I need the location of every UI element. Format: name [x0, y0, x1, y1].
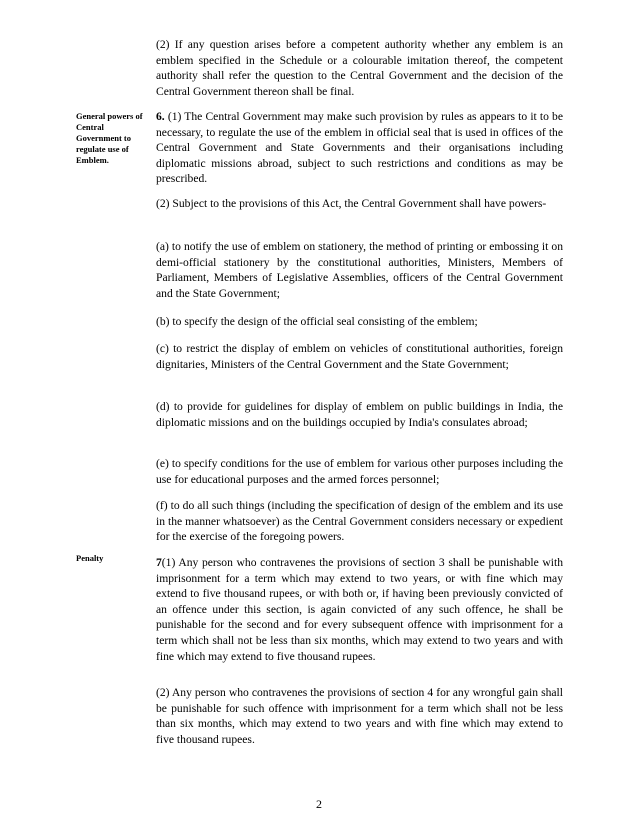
section6-subsection1-text: (1) The Central Government may make such provision by rules as appears to it to be necessary, to regulate the use of the emblem in official seal that is used in offices of the Central Government and State Governments and their organisations including diplomatic missions abroad, subject to such restrictions and conditions as may be prescribed.	[156, 110, 563, 186]
section6-clause-f: (f) to do all such things (including the specification of design of the emblem and its use in the manner whatsoever) as the Central Government considers necessary or expedient for the exercise of the foregoing powers.	[156, 499, 563, 544]
section7-subsection1	[156, 555, 563, 664]
section7-number: 7	[156, 556, 162, 569]
margin-note-general-powers: General powers of Central Government to regulate use of Emblem.	[76, 111, 143, 165]
page-number: 2	[316, 797, 322, 811]
section6-clause-a: (a) to notify the use of emblem on stationery, the method of printing or embossing it on demi-official stationery by the constitutional authorities, Ministers, Members of Parliament, Members of Legislative Assemblies, officers of the Central Government and the State Government;	[156, 240, 563, 300]
section7-subsection1-text: (1) Any person who contravenes the provisions of section 3 shall be punishable with imprisonment for a term which may extend to two years, or with fine which may extend to five thousand rupees, or with both or, if having been previously convicted of an offence under this section, is again convicted of any such offence, he shall be punishable for the second and for every subsequent offence with imprisonment for a term which shall not be less than six months, which may extend to two years and with fine which may extend to five thousand rupees.	[156, 556, 563, 663]
section5-subsection2: (2) If any question arises before a competent authority whether any emblem is an emblem specified in the Schedule or a colourable imitation thereof, the competent authority shall refer the question to the Central Government and the decision of the Central Government thereon shall be final.	[156, 38, 563, 98]
margin-note-penalty: Penalty	[76, 553, 104, 563]
section6-clause-d: (d) to provide for guidelines for display of emblem on public buildings in India, the diplomatic missions and on the buildings occupied by India's consulates abroad;	[156, 400, 563, 429]
section6-clause-e: (e) to specify conditions for the use of emblem for various other purposes including the use for educational purposes and the armed forces personnel;	[156, 457, 563, 486]
section6-subsection1	[156, 109, 563, 187]
section6-clause-b: (b) to specify the design of the official seal consisting of the emblem;	[156, 315, 478, 328]
section7-subsection2: (2) Any person who contravenes the provisions of section 4 for any wrongful gain shall be punishable for such offence with imprisonment for a term which shall not be less than six months, which may extend to two years and with fine which may extend to five thousand rupees.	[156, 686, 563, 746]
section6-number: 6.	[156, 110, 165, 123]
section6-subsection2: (2) Subject to the provisions of this Act, the Central Government shall have powers-	[156, 197, 547, 210]
section6-clause-c: (c) to restrict the display of emblem on vehicles of constitutional authorities, foreign dignitaries, Ministers of the Central Government and the State Government;	[156, 342, 563, 371]
